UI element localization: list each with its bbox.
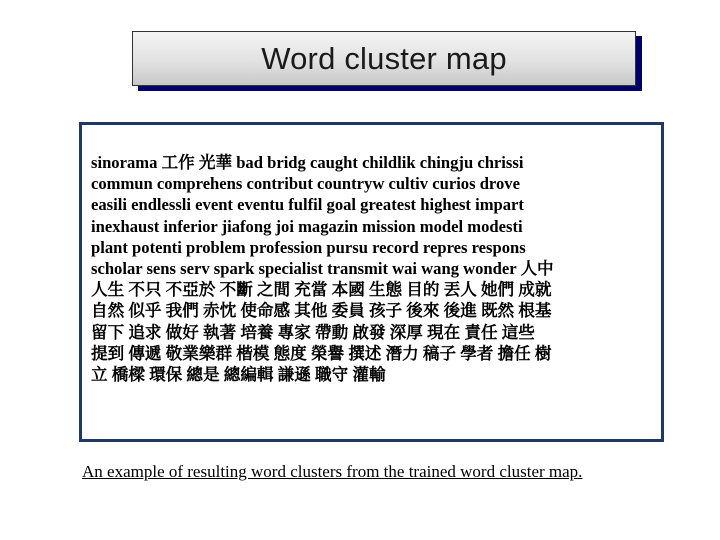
figure-caption: An example of resulting word clusters from the trained word cluster map. bbox=[82, 462, 583, 481]
title-box bbox=[132, 31, 636, 86]
word-cluster-text: sinorama 工作 光華 bad bridg caught childlik chingju chrissi commun comprehens contribut countryw cultiv curios drove easili endlessli event eventu fulfil goal greatest highest impart inexhaust inferior jiafong joi magazin mission model modesti plant potenti problem profession pursu record repres respons scholar sens serv spark specialist transmit wai wang wonder 人中 人生 不只 不亞於 不斷 之間 充當 本國 生態 目的 丟人 她們 成就 自然 似乎 我們 赤忱 使命感 其他 委員 孩子 後來 後進 既然 根基 留下 追求 做好 執著 培養 專家 帶動 啟發 深厚 現在 責任 這些 提到 傳遞 敬業樂群 楷模 態度 榮譽 撰述 潛力 稿子 學者 擔任 樹 立 橋樑 環保 總是 總編輯 謙遜 職守 灌輸 bbox=[91, 153, 554, 385]
slide-title: Word cluster map bbox=[261, 40, 507, 76]
word-cluster-box bbox=[79, 122, 664, 442]
